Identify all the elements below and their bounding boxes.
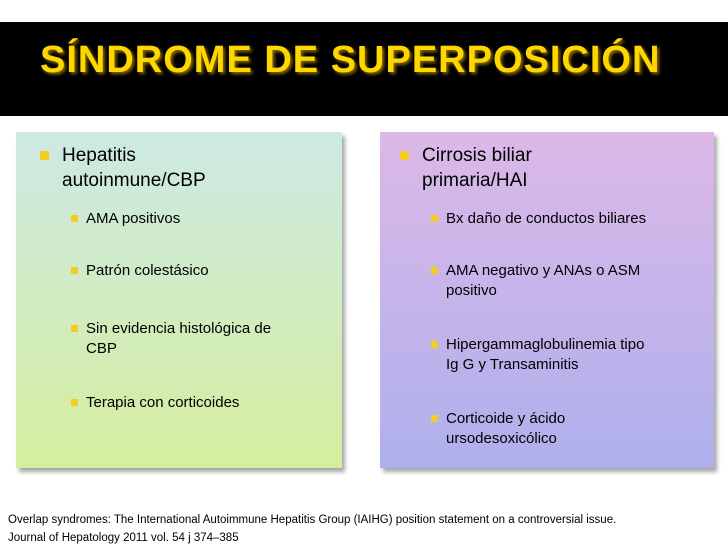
right-item-bx [446, 209, 646, 229]
citation [8, 511, 724, 547]
left-item-label-cont: CBP [86, 340, 117, 357]
left-panel [16, 132, 342, 468]
right-panel [380, 132, 714, 468]
square-bullet-icon [40, 151, 49, 160]
left-item-evidencia [86, 319, 271, 359]
right-heading-line2: primaria/HAI [422, 170, 528, 191]
citation-line2: Journal of Hepatology 2011 vol. 54 j 374–385 [8, 532, 239, 544]
left-item-ama [86, 209, 180, 229]
left-item-label: Patrón colestásico [86, 262, 209, 279]
left-panel-heading [62, 143, 206, 193]
right-item-ama [446, 261, 640, 301]
right-item-label-cont: ursodesoxicólico [446, 430, 557, 447]
left-heading-line1: Hepatitis [62, 145, 136, 166]
left-item-label: AMA positivos [86, 210, 181, 227]
right-panel-heading [422, 143, 532, 193]
square-bullet-icon [71, 215, 78, 222]
right-item-hiper [446, 335, 644, 375]
left-item-patron [86, 261, 209, 281]
left-item-label: Terapia con corticoides [86, 394, 240, 411]
slide-title: SÍNDROME DE SUPERPOSICIÓN [40, 39, 661, 81]
left-item-terapia [86, 393, 239, 413]
right-item-label-cont: positivo [446, 282, 497, 299]
square-bullet-icon [400, 151, 409, 160]
right-item-label: AMA negativo y ANAs o ASM [446, 262, 641, 279]
right-heading-line1: Cirrosis biliar [422, 145, 532, 166]
square-bullet-icon [431, 415, 438, 422]
square-bullet-icon [71, 399, 78, 406]
right-item-label-cont: Ig G y Transaminitis [446, 356, 579, 373]
right-item-label: Hipergammaglobulinemia tipo [446, 336, 645, 353]
square-bullet-icon [71, 267, 78, 274]
right-item-label: Bx daño de conductos biliares [446, 210, 647, 227]
right-item-label: Corticoide y ácido [446, 410, 566, 427]
square-bullet-icon [431, 267, 438, 274]
square-bullet-icon [71, 325, 78, 332]
citation-line1: Overlap syndromes: The International Autoimmune Hepatitis Group (IAIHG) position statement on a controversial issue. [8, 514, 617, 526]
left-item-label: Sin evidencia histológica de [86, 320, 272, 337]
right-item-corticoide [446, 409, 565, 449]
left-heading-line2: autoinmune/CBP [62, 170, 206, 191]
square-bullet-icon [431, 215, 438, 222]
square-bullet-icon [431, 341, 438, 348]
